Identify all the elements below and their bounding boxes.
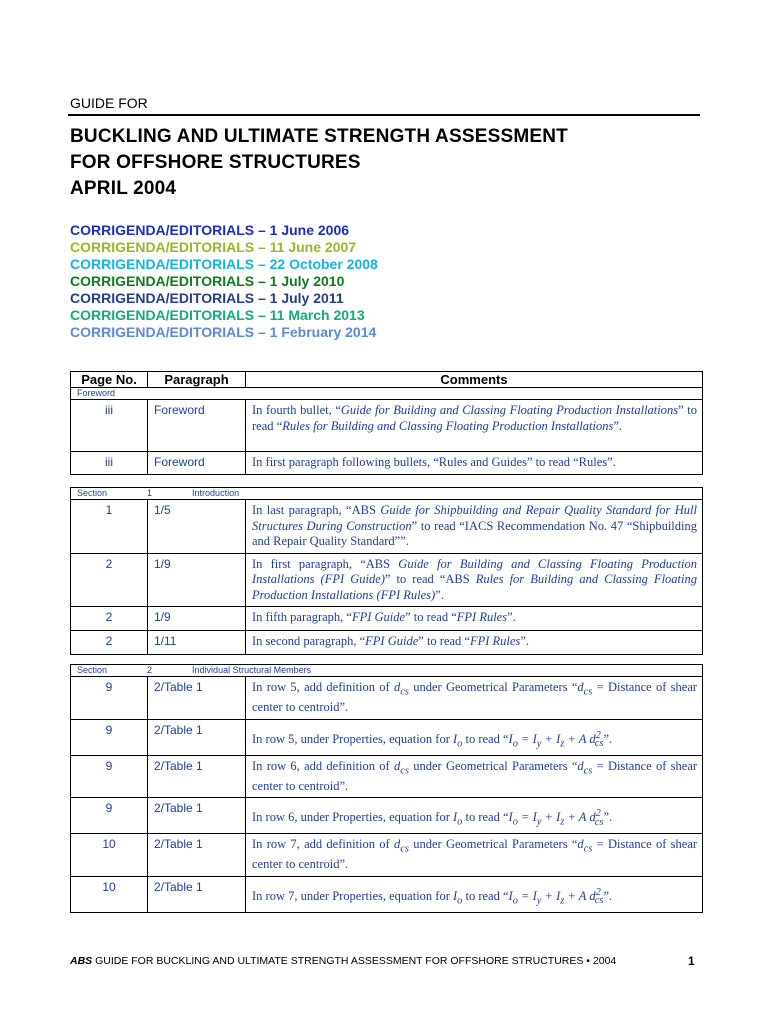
title-line: FOR OFFSHORE STRUCTURES xyxy=(70,152,361,173)
paragraph-ref: 1/9 xyxy=(148,553,246,607)
section-label-foreword: Foreword xyxy=(71,388,703,400)
page-no: 2 xyxy=(71,631,148,655)
comment-text: In second paragraph, “FPI Guide” to read “FPI Rules”. xyxy=(246,631,703,655)
comment-text: In first paragraph following bullets, “Rules and Guides” to read “Rules”. xyxy=(246,452,703,475)
paragraph-ref: Foreword xyxy=(148,452,246,475)
paragraph-ref: 1/5 xyxy=(148,500,246,554)
title-date: APRIL 2004 xyxy=(70,178,177,199)
corrigenda-list xyxy=(70,222,378,341)
page-footer xyxy=(70,955,702,967)
abs-logo: ABS xyxy=(70,955,93,967)
paragraph-ref: 2/Table 1 xyxy=(148,834,246,877)
corrigenda-entry: CORRIGENDA/EDITORIALS – 1 June 2006 xyxy=(70,222,350,238)
corrigenda-entry: CORRIGENDA/EDITORIALS – 11 March 2013 xyxy=(70,307,365,323)
comment-text: In row 6, add definition of $d_{cs}$ under Geometrical Parameters “$d_{cs}$ = Distance of shear center to centroid”. xyxy=(246,755,703,798)
comment-text: In fourth bullet, “Guide for Building and Classing Floating Production Installations” to read “Rules for Building and Classing Floating Production Installations”. xyxy=(246,400,703,452)
title-line: BUCKLING AND ULTIMATE STRENGTH ASSESSMENT xyxy=(70,126,568,147)
guide-for-label: GUIDE FOR xyxy=(70,95,148,111)
page-no: 9 xyxy=(71,755,148,798)
footer-text: GUIDE FOR BUCKLING AND ULTIMATE STRENGTH ASSESSMENT FOR OFFSHORE STRUCTURES • 2004 xyxy=(95,955,617,967)
paragraph-ref: 2/Table 1 xyxy=(148,677,246,720)
corrigenda-entry: CORRIGENDA/EDITORIALS – 11 June 2007 xyxy=(70,239,357,255)
comment-text: In last paragraph, “ABS Guide for Shipbuilding and Repair Quality Standard for Hull Structures During Construction” to read “IACS Recommendation No. 47 “Shipbuilding and Repair Quality Standard””. xyxy=(246,500,703,554)
comment-text: In row 7, under Properties, equation for $I_o$ to read “$I_o = I_y + I_z + A$ $d^2_{cs}$”. xyxy=(246,876,703,912)
comment-text: In row 5, add definition of $d_{cs}$ under Geometrical Parameters “$d_{cs}$ = Distance of shear center to centroid”. xyxy=(246,677,703,720)
comment-text: In row 6, under Properties, equation for $I_o$ to read “$I_o = I_y + I_z + A$ $d^2_{cs}$”. xyxy=(246,798,703,834)
paragraph-ref: 1/11 xyxy=(148,631,246,655)
paragraph-ref: 1/9 xyxy=(148,607,246,631)
paragraph-ref: 2/Table 1 xyxy=(148,876,246,912)
header-page-no: Page No. xyxy=(71,372,148,388)
section1-table xyxy=(70,487,703,655)
page-no: 9 xyxy=(71,677,148,720)
corrigenda-entry: CORRIGENDA/EDITORIALS – 1 July 2011 xyxy=(70,290,344,306)
header-paragraph: Paragraph xyxy=(148,372,246,388)
page-no: 10 xyxy=(71,834,148,877)
page-no: 10 xyxy=(71,876,148,912)
section-label-2: Section 2 Individual Structural Members xyxy=(71,665,703,677)
foreword-table xyxy=(70,371,703,475)
page-no: iii xyxy=(71,452,148,475)
paragraph-ref: 2/Table 1 xyxy=(148,798,246,834)
paragraph-ref: 2/Table 1 xyxy=(148,719,246,755)
comment-text: In first paragraph, “ABS Guide for Building and Classing Floating Production Installations (FPI Guide)” to read “ABS Rules for Building and Classing Floating Production Installations (FPI Rules)”. xyxy=(246,553,703,607)
header-rule xyxy=(68,114,700,116)
comment-text: In fifth paragraph, “FPI Guide” to read “FPI Rules”. xyxy=(246,607,703,631)
page-no: 9 xyxy=(71,798,148,834)
section-label-1: Section 1 Introduction xyxy=(71,488,703,500)
header-comments: Comments xyxy=(246,372,703,388)
page-number: 1 xyxy=(688,954,695,968)
section2-table xyxy=(70,664,703,913)
comment-text: In row 7, add definition of $d_{cs}$ under Geometrical Parameters “$d_{cs}$ = Distance of shear center to centroid”. xyxy=(246,834,703,877)
corrigenda-entry: CORRIGENDA/EDITORIALS – 1 February 2014 xyxy=(70,324,377,340)
document-title xyxy=(70,124,568,202)
page-no: 2 xyxy=(71,553,148,607)
corrigenda-entry: CORRIGENDA/EDITORIALS – 1 July 2010 xyxy=(70,273,345,289)
paragraph-ref: Foreword xyxy=(148,400,246,452)
paragraph-ref: 2/Table 1 xyxy=(148,755,246,798)
page-no: 9 xyxy=(71,719,148,755)
page-no: 2 xyxy=(71,607,148,631)
corrigenda-entry: CORRIGENDA/EDITORIALS – 22 October 2008 xyxy=(70,256,378,272)
page-no: 1 xyxy=(71,500,148,554)
page-no: iii xyxy=(71,400,148,452)
comment-text: In row 5, under Properties, equation for $I_o$ to read “$I_o = I_y + I_z + A$ $d^2_{cs}$”. xyxy=(246,719,703,755)
